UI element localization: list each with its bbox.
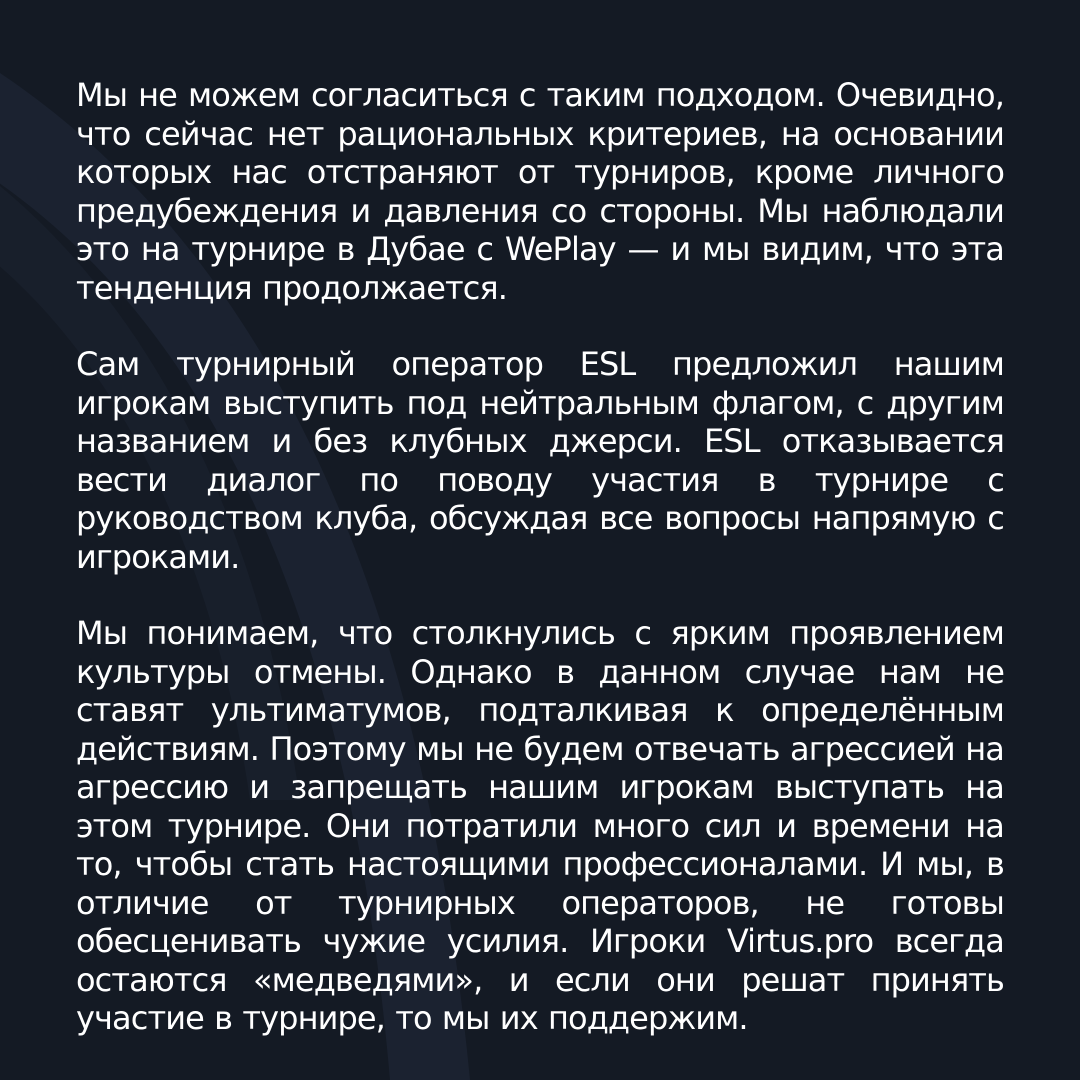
paragraph-2: Сам турнирный оператор ESL предложил нашим игрокам выступить под нейтральным флагом, с другим названием и без клубных джерси. ESL отказывается вести диалог по поводу участия в турнире с руководством клуба, обсуждая все вопросы напрямую с игроками.: [76, 345, 1004, 576]
paragraph-1: Мы не можем согласиться с таким подходом. Очевидно, что сейчас нет рациональных критериев, на основании которых нас отстраняют от турниров, кроме личного предубеждения и давления со стороны. Мы наблюдали это на турнире в Дубае с WePlay — и мы видим, что эта тенденция продолжается.: [76, 76, 1004, 307]
statement-text: [76, 76, 1004, 1038]
paragraph-3: Мы понимаем, что столкнулись с ярким проявлением культуры отмены. Однако в данном случае нам не ставят ультиматумов, подталкивая к определённым действиям. Поэтому мы не будем отвечать агрессией на агрессию и запрещать нашим игрокам выступать на этом турнире. Они потратили много сил и времени на то, чтобы стать настоящими профессионалами. И мы, в отличие от турнирных операторов, не готовы обесценивать чужие усилия. Игроки Virtus.pro всегда остаются «медведями», и если они решат принять участие в турнире, то мы их поддержим.: [76, 614, 1004, 1037]
